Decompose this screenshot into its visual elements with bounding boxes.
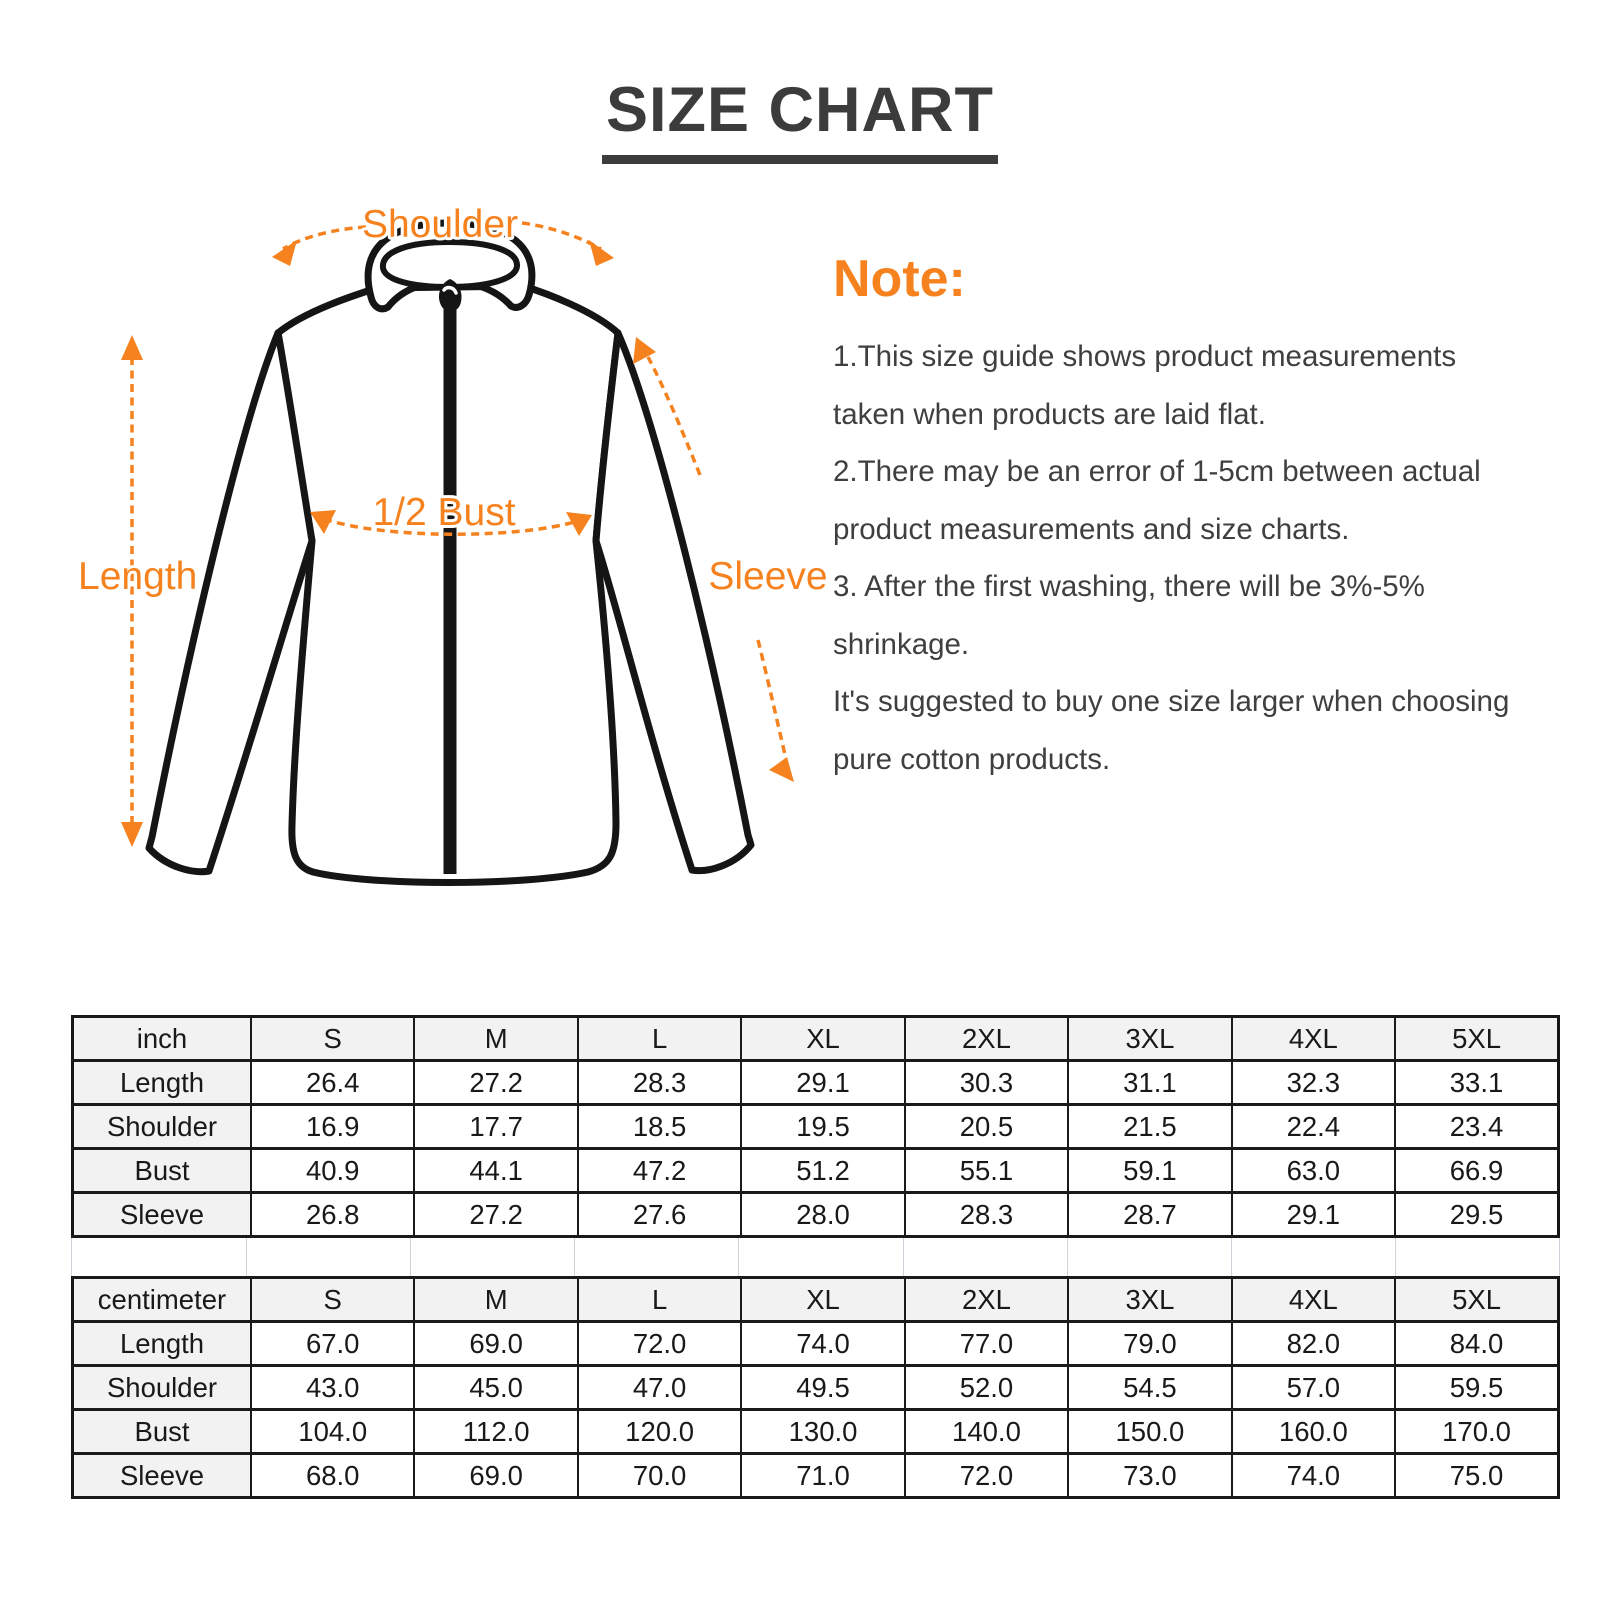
measurement-value-cell: 27.2 — [414, 1061, 577, 1105]
note-line: shrinkage. — [833, 627, 970, 661]
note-section — [833, 250, 1533, 788]
measurement-value-cell: 71.0 — [741, 1454, 904, 1498]
spacer-cell — [1232, 1238, 1396, 1276]
size-column-header: 5XL — [1395, 1278, 1558, 1322]
measurement-value-cell: 130.0 — [741, 1410, 904, 1454]
measurement-value-cell: 29.5 — [1395, 1193, 1558, 1237]
measurement-value-cell: 47.2 — [578, 1149, 741, 1193]
measurement-value-cell: 28.0 — [741, 1193, 904, 1237]
shoulder-label: Shoulder — [361, 203, 519, 246]
measurement-value-cell: 26.4 — [251, 1061, 414, 1105]
measurement-value-cell: 79.0 — [1068, 1322, 1231, 1366]
table-header-row — [73, 1278, 1559, 1322]
spacer-cell — [575, 1238, 739, 1276]
measurement-label-cell: Sleeve — [73, 1193, 252, 1237]
note-line: taken when products are laid flat. — [833, 397, 1266, 431]
measurement-value-cell: 23.4 — [1395, 1105, 1558, 1149]
measurement-value-cell: 57.0 — [1232, 1366, 1395, 1410]
size-column-header: 3XL — [1068, 1278, 1231, 1322]
size-column-header: 2XL — [905, 1017, 1068, 1061]
measurement-value-cell: 29.1 — [741, 1061, 904, 1105]
measurement-value-cell: 140.0 — [905, 1410, 1068, 1454]
size-column-header: L — [578, 1278, 741, 1322]
spacer-cell — [739, 1238, 903, 1276]
sleeve-arrow-lower-line — [758, 640, 786, 759]
sleeve-label: Sleeve — [708, 555, 828, 598]
measurement-label-cell: Length — [73, 1061, 252, 1105]
size-column-header: XL — [741, 1017, 904, 1061]
measurement-value-cell: 28.7 — [1068, 1193, 1231, 1237]
measurement-value-cell: 104.0 — [251, 1410, 414, 1454]
size-column-header: 2XL — [905, 1278, 1068, 1322]
measurement-value-cell: 33.1 — [1395, 1061, 1558, 1105]
size-column-header: L — [578, 1017, 741, 1061]
measurement-row — [73, 1105, 1559, 1149]
size-column-header: 3XL — [1068, 1017, 1231, 1061]
size-column-header: M — [414, 1017, 577, 1061]
spacer-cell — [1396, 1238, 1560, 1276]
measurement-label-cell: Bust — [73, 1410, 252, 1454]
measurement-value-cell: 45.0 — [414, 1366, 577, 1410]
measurement-row — [73, 1193, 1559, 1237]
note-line: It's suggested to buy one size larger when choosing — [833, 685, 1510, 718]
measurement-value-cell: 40.9 — [251, 1149, 414, 1193]
table-spacer — [71, 1238, 1560, 1276]
measurement-value-cell: 68.0 — [251, 1454, 414, 1498]
note-line: 2.There may be an error of 1-5cm between actual — [833, 455, 1481, 488]
spacer-cell — [904, 1238, 1068, 1276]
size-column-header: M — [414, 1278, 577, 1322]
measurement-value-cell: 19.5 — [741, 1105, 904, 1149]
length-arrowhead-bottom — [121, 822, 143, 847]
measurement-label-cell: Shoulder — [73, 1366, 252, 1410]
sleeve-arrowhead-lower — [769, 757, 794, 782]
measurement-label-cell: Length — [73, 1322, 252, 1366]
size-column-header: S — [251, 1278, 414, 1322]
measurement-value-cell: 72.0 — [905, 1454, 1068, 1498]
measurement-value-cell: 16.9 — [251, 1105, 414, 1149]
sleeve-arrowhead-upper — [633, 337, 656, 364]
measurement-value-cell: 29.1 — [1232, 1193, 1395, 1237]
spacer-cell — [411, 1238, 575, 1276]
jacket-diagram-svg — [70, 185, 850, 915]
measurement-value-cell: 27.2 — [414, 1193, 577, 1237]
measurement-label-cell: Sleeve — [73, 1454, 252, 1498]
length-label: Length — [78, 555, 198, 598]
shoulder-arrow-right-line — [522, 223, 601, 249]
measurement-row — [73, 1061, 1559, 1105]
measurement-value-cell: 28.3 — [578, 1061, 741, 1105]
spacer-cell — [247, 1238, 411, 1276]
size-table-inch — [71, 1015, 1560, 1238]
measurement-value-cell: 55.1 — [905, 1149, 1068, 1193]
measurement-value-cell: 160.0 — [1232, 1410, 1395, 1454]
spacer-cell — [1068, 1238, 1232, 1276]
measurement-value-cell: 73.0 — [1068, 1454, 1231, 1498]
measurement-value-cell: 27.6 — [578, 1193, 741, 1237]
note-line: 3. After the first washing, there will be 3%-5% — [833, 570, 1425, 603]
measurement-value-cell: 82.0 — [1232, 1322, 1395, 1366]
measurement-value-cell: 63.0 — [1232, 1149, 1395, 1193]
measurement-value-cell: 26.8 — [251, 1193, 414, 1237]
measurement-row — [73, 1149, 1559, 1193]
measurement-row — [73, 1322, 1559, 1366]
measurement-value-cell: 31.1 — [1068, 1061, 1231, 1105]
note-heading: Note: — [833, 250, 966, 308]
measurement-value-cell: 51.2 — [741, 1149, 904, 1193]
measurement-value-cell: 59.5 — [1395, 1366, 1558, 1410]
page-title: SIZE CHART — [602, 74, 998, 164]
measurement-value-cell: 112.0 — [414, 1410, 577, 1454]
length-arrowhead-top — [121, 335, 143, 360]
jacket-left-sleeve — [149, 333, 312, 872]
measurement-row — [73, 1454, 1559, 1498]
measurement-value-cell: 170.0 — [1395, 1410, 1558, 1454]
measurement-value-cell: 22.4 — [1232, 1105, 1395, 1149]
measurement-value-cell: 67.0 — [251, 1322, 414, 1366]
measurement-value-cell: 120.0 — [578, 1410, 741, 1454]
size-column-header: S — [251, 1017, 414, 1061]
shoulder-arrowhead-left — [272, 240, 297, 266]
measurement-label-cell: Bust — [73, 1149, 252, 1193]
measurement-label-cell: Shoulder — [73, 1105, 252, 1149]
size-tables — [71, 1015, 1560, 1499]
garment-diagram — [70, 185, 850, 915]
measurement-value-cell: 72.0 — [578, 1322, 741, 1366]
measurement-value-cell: 21.5 — [1068, 1105, 1231, 1149]
measurement-value-cell: 150.0 — [1068, 1410, 1231, 1454]
measurement-row — [73, 1366, 1559, 1410]
measurement-value-cell: 32.3 — [1232, 1061, 1395, 1105]
measurement-value-cell: 66.9 — [1395, 1149, 1558, 1193]
measurement-value-cell: 20.5 — [905, 1105, 1068, 1149]
measurement-value-cell: 69.0 — [414, 1454, 577, 1498]
measurement-value-cell: 54.5 — [1068, 1366, 1231, 1410]
measurement-value-cell: 28.3 — [905, 1193, 1068, 1237]
measurement-value-cell: 47.0 — [578, 1366, 741, 1410]
measurement-value-cell: 75.0 — [1395, 1454, 1558, 1498]
measurement-value-cell: 43.0 — [251, 1366, 414, 1410]
shoulder-arrowhead-right — [589, 240, 614, 266]
note-line: product measurements and size charts. — [833, 512, 1350, 546]
size-column-header: 5XL — [1395, 1017, 1558, 1061]
measurement-value-cell: 52.0 — [905, 1366, 1068, 1410]
measurement-value-cell: 44.1 — [414, 1149, 577, 1193]
table-header-row — [73, 1017, 1559, 1061]
measurement-row — [73, 1410, 1559, 1454]
size-column-header: 4XL — [1232, 1278, 1395, 1322]
measurement-value-cell: 84.0 — [1395, 1322, 1558, 1366]
measurement-value-cell: 18.5 — [578, 1105, 741, 1149]
measurement-value-cell: 70.0 — [578, 1454, 741, 1498]
measurement-value-cell: 77.0 — [905, 1322, 1068, 1366]
jacket-right-sleeve — [596, 333, 751, 871]
measurement-value-cell: 74.0 — [1232, 1454, 1395, 1498]
note-line: 1.This size guide shows product measurements — [833, 340, 1457, 373]
measurement-value-cell: 59.1 — [1068, 1149, 1231, 1193]
measurement-value-cell: 17.7 — [414, 1105, 577, 1149]
measurement-value-cell: 74.0 — [741, 1322, 904, 1366]
bust-label: 1/2 Bust — [372, 491, 516, 534]
spacer-cell — [71, 1238, 247, 1276]
unit-header-cell: inch — [73, 1017, 252, 1061]
note-line: pure cotton products. — [833, 742, 1111, 776]
measurement-value-cell: 30.3 — [905, 1061, 1068, 1105]
size-table-centimeter — [71, 1276, 1560, 1499]
size-column-header: XL — [741, 1278, 904, 1322]
size-column-header: 4XL — [1232, 1017, 1395, 1061]
measurement-value-cell: 69.0 — [414, 1322, 577, 1366]
measurement-value-cell: 49.5 — [741, 1366, 904, 1410]
unit-header-cell: centimeter — [73, 1278, 252, 1322]
